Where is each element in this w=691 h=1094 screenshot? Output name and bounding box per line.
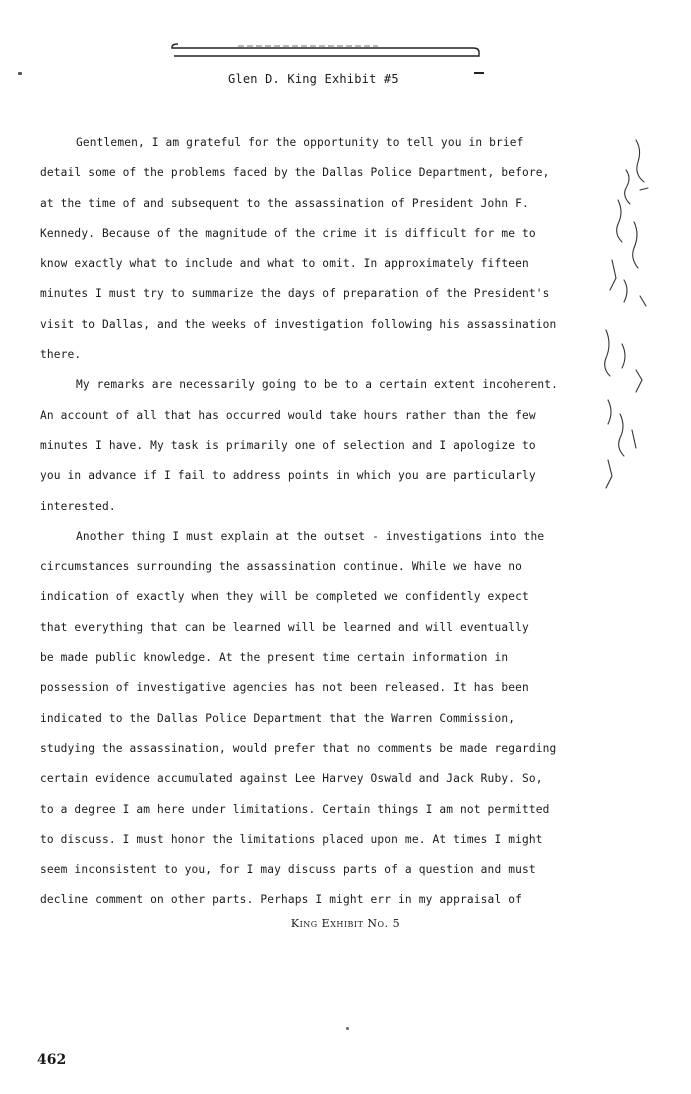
text-line: Gentlemen, I am grateful for the opportunity to tell you in brief	[76, 136, 524, 149]
header-bracket-line	[168, 38, 480, 58]
text-line: interested.	[40, 499, 116, 513]
handwritten-margin-annotation	[596, 130, 656, 510]
exhibit-header: Glen D. King Exhibit #5	[228, 72, 399, 86]
scan-speck	[346, 1027, 349, 1030]
text-line: indication of exactly when they will be completed we confidently expect	[40, 590, 529, 604]
text-line: An account of all that has occurred would take hours rather than the few	[40, 408, 536, 422]
page-number: 462	[37, 1052, 67, 1068]
text-line: that everything that can be learned will be learned and will eventually	[40, 620, 529, 634]
text-line: at the time of and subsequent to the assassination of President John F.	[40, 196, 529, 210]
text-line: studying the assassination, would prefer that no comments be made regarding	[40, 741, 557, 755]
text-line: there.	[40, 348, 82, 362]
text-line: know exactly what to include and what to omit. In approximately fifteen	[40, 257, 529, 271]
text-line: to discuss. I must honor the limitations placed upon me. At times I might	[40, 832, 543, 846]
text-line: minutes I have. My task is primarily one of selection and I apologize to	[40, 438, 536, 452]
text-line: be made public knowledge. At the present time certain information in	[40, 651, 509, 665]
exhibit-caption: King Exhibit No. 5	[290, 917, 401, 930]
text-line: detail some of the problems faced by the Dallas Police Department, before,	[40, 166, 550, 180]
text-line: visit to Dallas, and the weeks of investigation following his assassination	[40, 317, 557, 331]
stray-mark	[474, 72, 484, 74]
text-line: My remarks are necessarily going to be to a certain extent incoherent.	[76, 378, 558, 392]
text-line: decline comment on other parts. Perhaps I might err in my appraisal of	[40, 893, 522, 907]
text-line: certain evidence accumulated against Lee Harvey Oswald and Jack Ruby. So,	[40, 772, 543, 786]
text-line: minutes I must try to summarize the days of preparation of the President's	[40, 287, 550, 301]
text-line: to a degree I am here under limitations. Certain things I am not permitted	[40, 802, 550, 816]
text-line: seem inconsistent to you, for I may discuss parts of a question and must	[40, 863, 536, 877]
scan-speck	[18, 72, 22, 75]
text-line: possession of investigative agencies has not been released. It has been	[40, 681, 529, 695]
text-line: circumstances surrounding the assassination continue. While we have no	[40, 560, 522, 574]
text-line: you in advance if I fail to address points in which you are particularly	[40, 469, 536, 483]
text-line: Another thing I must explain at the outset - investigations into the	[76, 529, 545, 543]
text-line: indicated to the Dallas Police Department that the Warren Commission,	[40, 711, 516, 725]
text-line: Kennedy. Because of the magnitude of the crime it is difficult for me to	[40, 226, 536, 240]
body-text	[40, 128, 610, 916]
